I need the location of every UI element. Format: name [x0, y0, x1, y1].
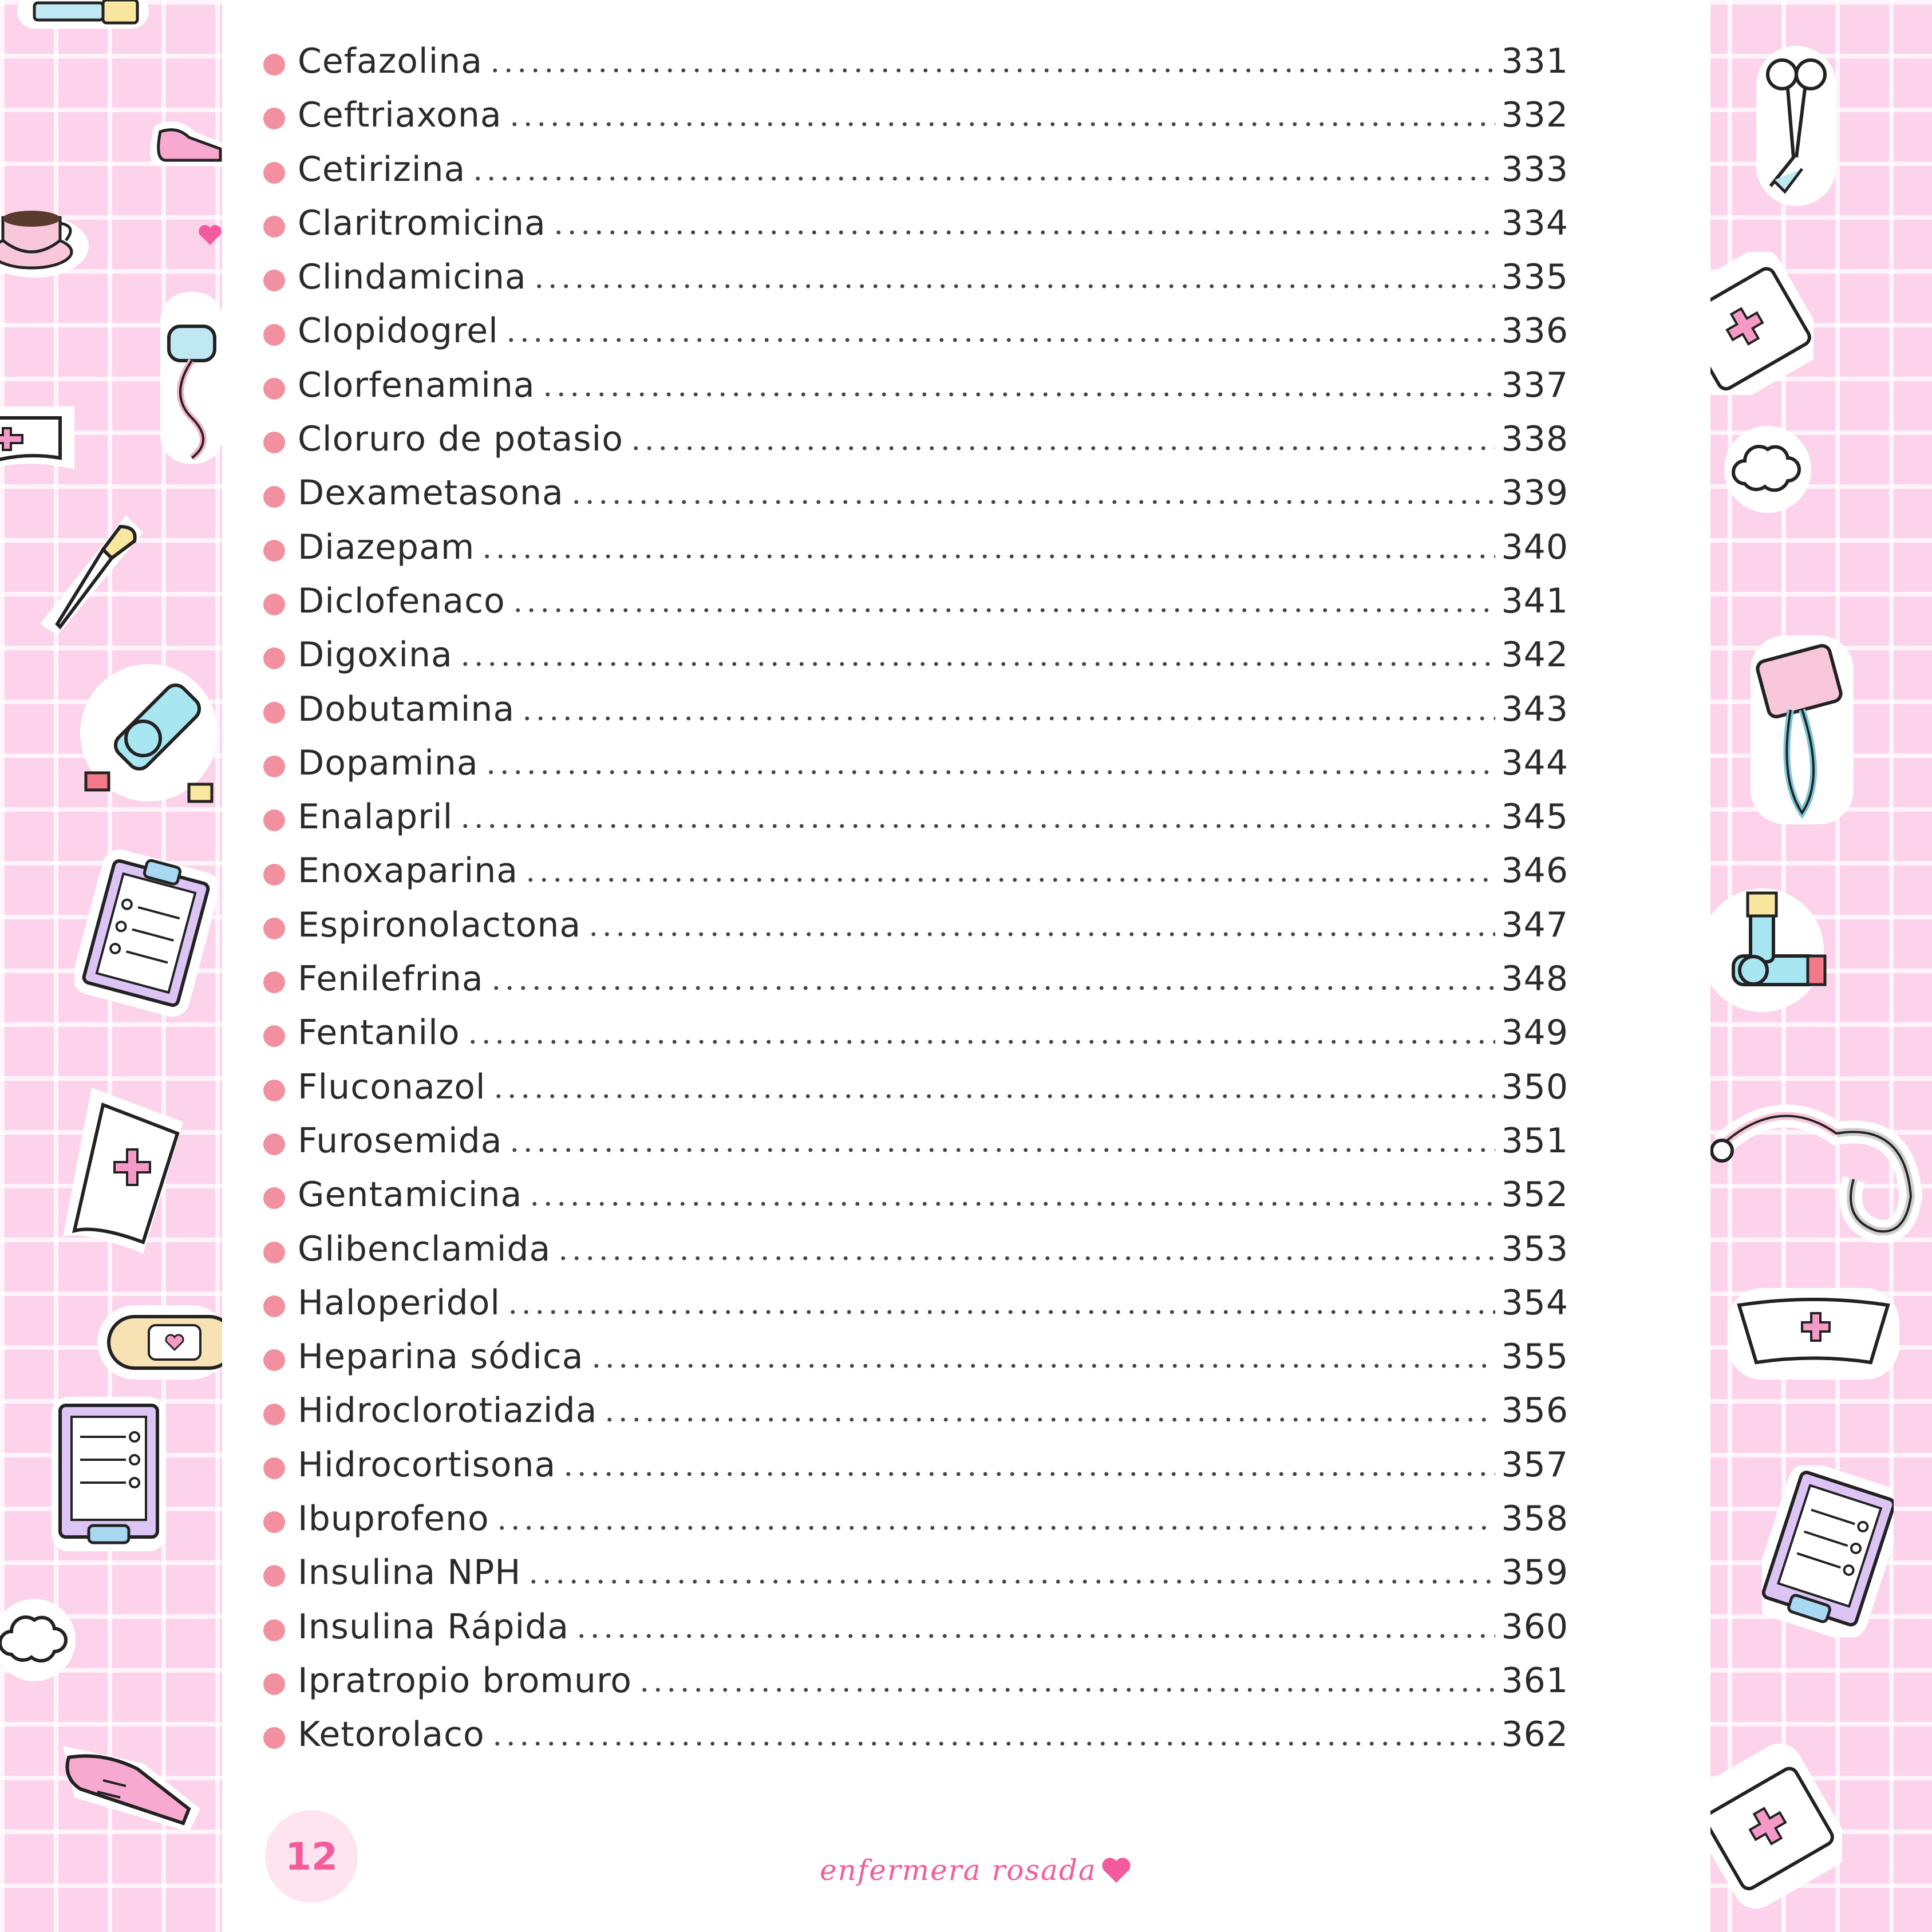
toc-list: [263, 41, 1568, 1769]
bullet-dot-icon: [263, 1025, 285, 1047]
iv-connector-icon: [1710, 887, 1831, 1019]
toc-entry: [263, 1661, 1568, 1714]
toc-entry: [263, 1607, 1568, 1661]
bullet-dot-icon: [263, 540, 285, 562]
dot-leader: [489, 986, 1496, 990]
bullet-dot-icon: [263, 108, 285, 129]
bullet-dot-icon: [263, 1187, 285, 1209]
toc-entry-page: 343: [1501, 689, 1568, 729]
toc-entry-page: 340: [1501, 527, 1568, 567]
syringe-icon: [11, 0, 160, 46]
bullet-dot-icon: [263, 1080, 285, 1101]
toc-entry-name: Diazepam: [298, 527, 475, 567]
toc-entry-name: Fenilefrina: [298, 959, 484, 999]
toc-entry-page: 353: [1501, 1228, 1568, 1269]
toc-entry: [263, 1714, 1568, 1768]
bullet-dot-icon: [263, 432, 285, 453]
brand-text: enfermera rosada: [820, 1854, 1097, 1887]
dot-leader: [629, 446, 1496, 451]
bullet-dot-icon: [263, 918, 285, 939]
toc-entry-name: Fluconazol: [298, 1066, 486, 1107]
bullet-dot-icon: [263, 1242, 285, 1263]
dot-leader: [480, 554, 1495, 559]
page-number: 12: [285, 1834, 338, 1879]
toc-entry-name: Hidrocortisona: [298, 1444, 556, 1485]
toc-entry-page: 335: [1501, 257, 1568, 298]
bullet-dot-icon: [263, 1565, 285, 1587]
toc-entry-name: Cefazolina: [298, 41, 483, 81]
bullet-dot-icon: [263, 647, 285, 669]
toc-entry-page: 349: [1501, 1013, 1568, 1053]
toc-entry-page: 334: [1501, 203, 1568, 243]
toc-entry: [263, 41, 1568, 95]
scalpel-icon: [23, 504, 155, 647]
toc-entry-name: Clorfenamina: [298, 365, 535, 405]
dot-leader: [562, 1472, 1495, 1476]
sneaker-icon: [57, 1723, 206, 1838]
bullet-dot-icon: [263, 162, 285, 184]
bullet-dot-icon: [263, 1404, 285, 1425]
toc-entry-page: 345: [1501, 797, 1568, 837]
dot-leader: [575, 1634, 1496, 1638]
dot-leader: [508, 1148, 1495, 1152]
toc-entry: [263, 1013, 1568, 1066]
toc-entry-name: Gentamicina: [298, 1175, 523, 1215]
toc-entry-page: 351: [1501, 1120, 1568, 1161]
iv-clamp-icon: [155, 286, 222, 469]
toc-entry-name: Fentanilo: [298, 1013, 460, 1053]
toc-entry-name: Heparina sódica: [298, 1337, 584, 1377]
bullet-dot-icon: [263, 270, 285, 291]
toc-entry-page: 361: [1501, 1660, 1568, 1701]
dot-leader: [471, 176, 1495, 181]
toc-entry: [263, 1175, 1568, 1228]
toc-entry-page: 344: [1501, 742, 1568, 783]
toc-entry-page: 348: [1501, 959, 1568, 999]
toc-entry: [263, 1445, 1568, 1499]
toc-entry-name: Ibuprofeno: [298, 1499, 489, 1539]
dot-leader: [511, 608, 1496, 613]
left-decorative-border: [0, 0, 222, 1932]
dot-leader: [492, 1094, 1496, 1099]
medical-kit-icon: [1710, 1740, 1842, 1912]
dot-leader: [541, 392, 1496, 397]
toc-entry: [263, 1552, 1568, 1606]
toc-entry: [263, 635, 1568, 689]
toc-entry: [263, 473, 1568, 527]
bullet-dot-icon: [263, 1349, 285, 1371]
toc-entry-name: Insulina NPH: [298, 1552, 521, 1593]
toc-entry: [263, 149, 1568, 203]
dot-leader: [459, 824, 1495, 828]
toc-entry: [263, 257, 1568, 311]
toc-entry-name: Digoxina: [298, 635, 453, 675]
toc-entry-page: 354: [1501, 1282, 1568, 1323]
toc-entry: [263, 581, 1568, 635]
toc-entry: [263, 95, 1568, 149]
dot-leader: [520, 716, 1495, 721]
toc-entry-name: Ipratropio bromuro: [298, 1660, 633, 1701]
toc-entry-page: 336: [1501, 311, 1568, 351]
dot-leader: [587, 932, 1495, 937]
toc-entry-name: Dexametasona: [298, 473, 564, 513]
toc-entry: [263, 1390, 1568, 1444]
toc-entry-page: 347: [1501, 904, 1568, 945]
brand-signature: [820, 1850, 1132, 1890]
bullet-dot-icon: [263, 216, 285, 238]
page-number-badge: [265, 1810, 358, 1903]
sneaker-icon: [143, 97, 222, 172]
toc-entry-page: 355: [1501, 1337, 1568, 1377]
heart-icon: [196, 222, 222, 248]
bullet-dot-icon: [263, 1133, 285, 1155]
bullet-dot-icon: [263, 1619, 285, 1641]
toc-entry-page: 360: [1501, 1606, 1568, 1647]
toc-entry-page: 358: [1501, 1499, 1568, 1539]
toc-entry-page: 350: [1501, 1066, 1568, 1107]
coffee-cup-icon: [0, 183, 92, 286]
bullet-dot-icon: [263, 1295, 285, 1317]
toc-entry-name: Cloruro de potasio: [298, 419, 623, 460]
toc-entry-page: 337: [1501, 365, 1568, 405]
dot-leader: [466, 1040, 1496, 1044]
dot-leader: [532, 284, 1496, 289]
toc-entry-page: 341: [1501, 580, 1568, 621]
bullet-dot-icon: [263, 324, 285, 346]
toc-entry-page: 331: [1501, 41, 1568, 81]
toc-entry: [263, 1229, 1568, 1283]
toc-entry: [263, 905, 1568, 959]
toc-entry-page: 359: [1501, 1552, 1568, 1593]
toc-entry-name: Ketorolaco: [298, 1714, 485, 1755]
scissors-icon: [1745, 40, 1848, 212]
toc-entry-name: Enalapril: [298, 797, 453, 837]
toc-entry-name: Enoxaparina: [298, 851, 519, 891]
toc-entry: [263, 311, 1568, 365]
toc-entry-page: 352: [1501, 1175, 1568, 1215]
toc-entry-name: Dobutamina: [298, 689, 515, 729]
iv-connector-icon: [74, 658, 222, 807]
toc-entry-page: 338: [1501, 419, 1568, 460]
dot-leader: [506, 1310, 1495, 1314]
dot-leader: [508, 122, 1496, 127]
cloud-icon: [1719, 424, 1816, 515]
toc-entry-page: 357: [1501, 1444, 1568, 1485]
dot-leader: [488, 68, 1495, 73]
nurse-cap-icon: [0, 384, 86, 487]
bullet-dot-icon: [263, 971, 285, 993]
dot-leader: [527, 1579, 1495, 1584]
dot-leader: [495, 1526, 1496, 1530]
bullet-dot-icon: [263, 756, 285, 777]
clipboard-icon: [74, 847, 218, 1019]
toc-entry: [263, 1121, 1568, 1175]
toc-entry-name: Espironolactona: [298, 904, 582, 945]
dot-leader: [491, 1741, 1496, 1746]
toc-entry-name: Haloperidol: [298, 1282, 501, 1323]
toc-entry: [263, 365, 1568, 419]
toc-entry: [263, 1337, 1568, 1390]
toc-entry-name: Cetirizina: [298, 149, 466, 189]
dot-leader: [504, 338, 1496, 342]
clipboard-icon: [52, 1397, 166, 1551]
dot-leader: [528, 1202, 1495, 1206]
medical-kit-icon: [1710, 252, 1814, 395]
clipboard-icon: [1762, 1465, 1894, 1637]
toc-entry-page: 339: [1501, 473, 1568, 513]
bullet-dot-icon: [263, 54, 285, 76]
dot-leader: [552, 230, 1496, 235]
toc-entry: [263, 851, 1568, 904]
toc-entry: [263, 419, 1568, 473]
bullet-dot-icon: [263, 809, 285, 831]
toc-entry: [263, 959, 1568, 1013]
dot-leader: [459, 662, 1496, 666]
dot-leader: [556, 1256, 1495, 1261]
toc-entry-name: Claritromicina: [298, 203, 546, 243]
toc-entry-name: Diclofenaco: [298, 580, 505, 621]
nurse-cap-icon: [1728, 1282, 1899, 1385]
toc-entry-name: Ceftriaxona: [298, 95, 502, 136]
nurse-cap-icon: [57, 1076, 195, 1259]
toc-entry-name: Clopidogrel: [298, 311, 499, 351]
bullet-dot-icon: [263, 1673, 285, 1695]
dot-leader: [603, 1417, 1495, 1422]
id-badge-icon: [1745, 630, 1859, 830]
toc-entry-page: 356: [1501, 1390, 1568, 1431]
heart-icon: [1100, 1855, 1132, 1885]
bullet-dot-icon: [263, 702, 285, 724]
toc-entry-page: 346: [1501, 851, 1568, 891]
dot-leader: [638, 1688, 1495, 1692]
toc-entry: [263, 1499, 1568, 1552]
toc-entry: [263, 689, 1568, 743]
toc-entry: [263, 797, 1568, 851]
toc-entry-page: 332: [1501, 95, 1568, 136]
toc-entry-name: Glibenclamida: [298, 1228, 551, 1269]
toc-entry: [263, 1067, 1568, 1121]
dot-leader: [590, 1364, 1496, 1368]
toc-entry-name: Furosemida: [298, 1120, 503, 1161]
toc-entry-name: Insulina Rápida: [298, 1606, 569, 1647]
toc-entry: [263, 1283, 1568, 1337]
right-decorative-border: [1710, 0, 1932, 1932]
bullet-dot-icon: [263, 864, 285, 886]
stethoscope-icon: [1710, 1099, 1922, 1248]
bullet-dot-icon: [263, 486, 285, 508]
bullet-dot-icon: [263, 378, 285, 400]
dot-leader: [524, 878, 1495, 882]
bandage-icon: [97, 1299, 222, 1385]
toc-entry-page: 333: [1501, 149, 1568, 189]
toc-entry: [263, 743, 1568, 797]
dot-leader: [484, 770, 1496, 775]
cloud-icon: [0, 1597, 80, 1683]
toc-entry-name: Clindamicina: [298, 257, 527, 298]
toc-entry-page: 362: [1501, 1714, 1568, 1755]
bullet-dot-icon: [263, 1511, 285, 1533]
toc-entry-name: Dopamina: [298, 742, 479, 783]
toc-entry-name: Hidroclorotiazida: [298, 1390, 598, 1431]
bullet-dot-icon: [263, 1727, 285, 1749]
bullet-dot-icon: [263, 1457, 285, 1479]
dot-leader: [570, 500, 1496, 504]
bullet-dot-icon: [263, 594, 285, 615]
toc-entry-page: 342: [1501, 635, 1568, 675]
toc-entry: [263, 203, 1568, 257]
toc-entry: [263, 527, 1568, 581]
